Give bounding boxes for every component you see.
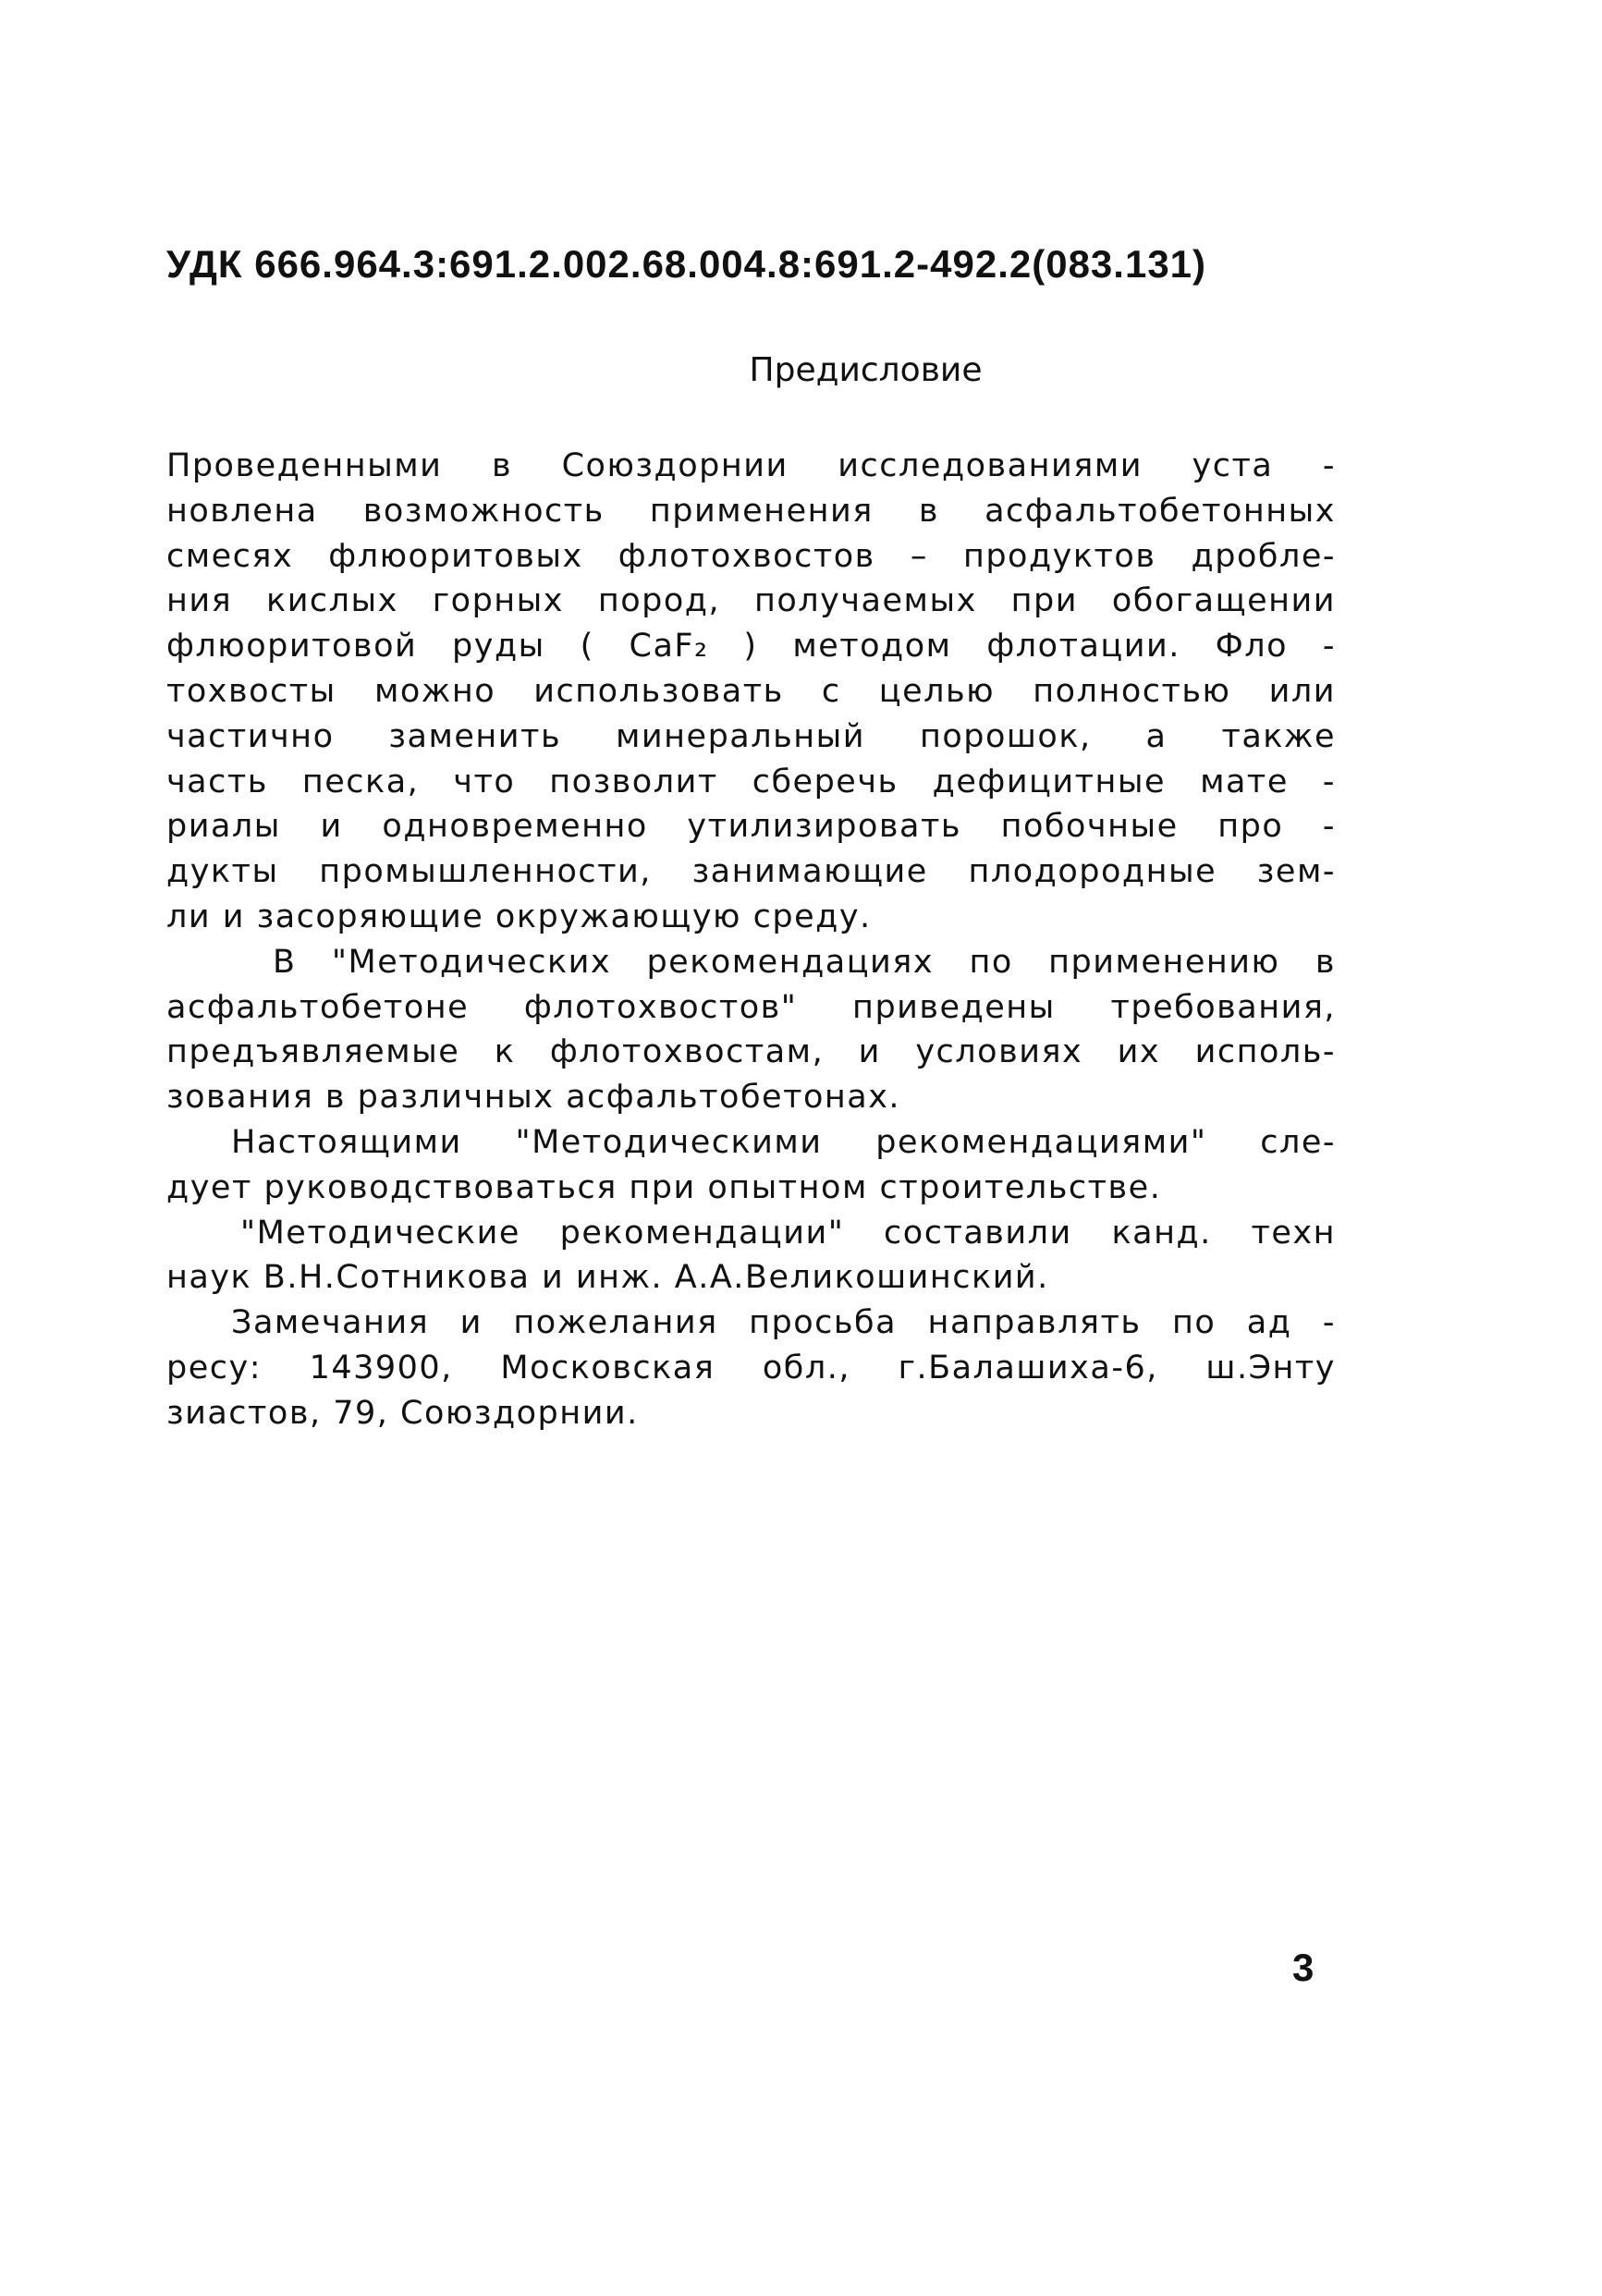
text-line: В "Методических рекомендациях по применению в xyxy=(273,943,1336,981)
text-line: предъявляемые к флотохвостам, и условиях их исполь- xyxy=(166,1033,1336,1071)
text-line: наук В.Н.Сотникова и инж. А.А.Великошинский. xyxy=(166,1259,1049,1297)
text-line: зиастов, 79, Союздорнии. xyxy=(166,1394,639,1432)
text-line: дует руководствоваться при опытном строительстве. xyxy=(166,1168,1162,1206)
text-line: зования в различных асфальтобетонах. xyxy=(166,1079,901,1117)
text-line: Настоящими "Методическими рекомендациями" сле- xyxy=(231,1123,1336,1161)
text-line: Замечания и пожелания просьба направлять по ад - xyxy=(231,1304,1336,1342)
text-line: тохвосты можно использовать с целью полностью или xyxy=(166,672,1336,710)
text-line: риалы и одновременно утилизировать побочные про - xyxy=(166,808,1336,846)
text-line: "Методические рекомендации" составили канд. техн xyxy=(240,1214,1336,1252)
text-line: ния кислых горных пород, получаемых при обогащении xyxy=(166,582,1336,620)
text-line: ресу: 143900, Московская обл., г.Балашиха-6, ш.Энту xyxy=(166,1349,1336,1386)
text-line: дукты промышленности, занимающие плодородные зем- xyxy=(166,853,1336,891)
text-line: асфальтобетоне флотохвостов" приведены требования, xyxy=(166,988,1336,1026)
text-line: часть песка, что позволит сберечь дефицитные мате - xyxy=(166,763,1336,800)
page-title: Предисловие xyxy=(749,351,983,389)
text-line: смесях флюоритовых флотохвостов – продуктов дробле- xyxy=(166,537,1336,575)
udc-code: УДК 666.964.3:691.2.002.68.004.8:691.2-492.2(083.131) xyxy=(166,242,1207,286)
page-number: 3 xyxy=(1292,1946,1315,1989)
text-line: Проведенными в Союздорнии исследованиями уста - xyxy=(166,447,1336,484)
text-line: частично заменить минеральный порошок, а также xyxy=(166,717,1336,755)
body-text xyxy=(166,444,1336,1436)
text-line: ли и засоряющие окружающую среду. xyxy=(166,898,872,935)
text-line: флюоритовой руды ( CaF₂ ) методом флотации. Фло - xyxy=(166,628,1336,666)
text-line: новлена возможность применения в асфальтобетонных xyxy=(166,492,1336,530)
